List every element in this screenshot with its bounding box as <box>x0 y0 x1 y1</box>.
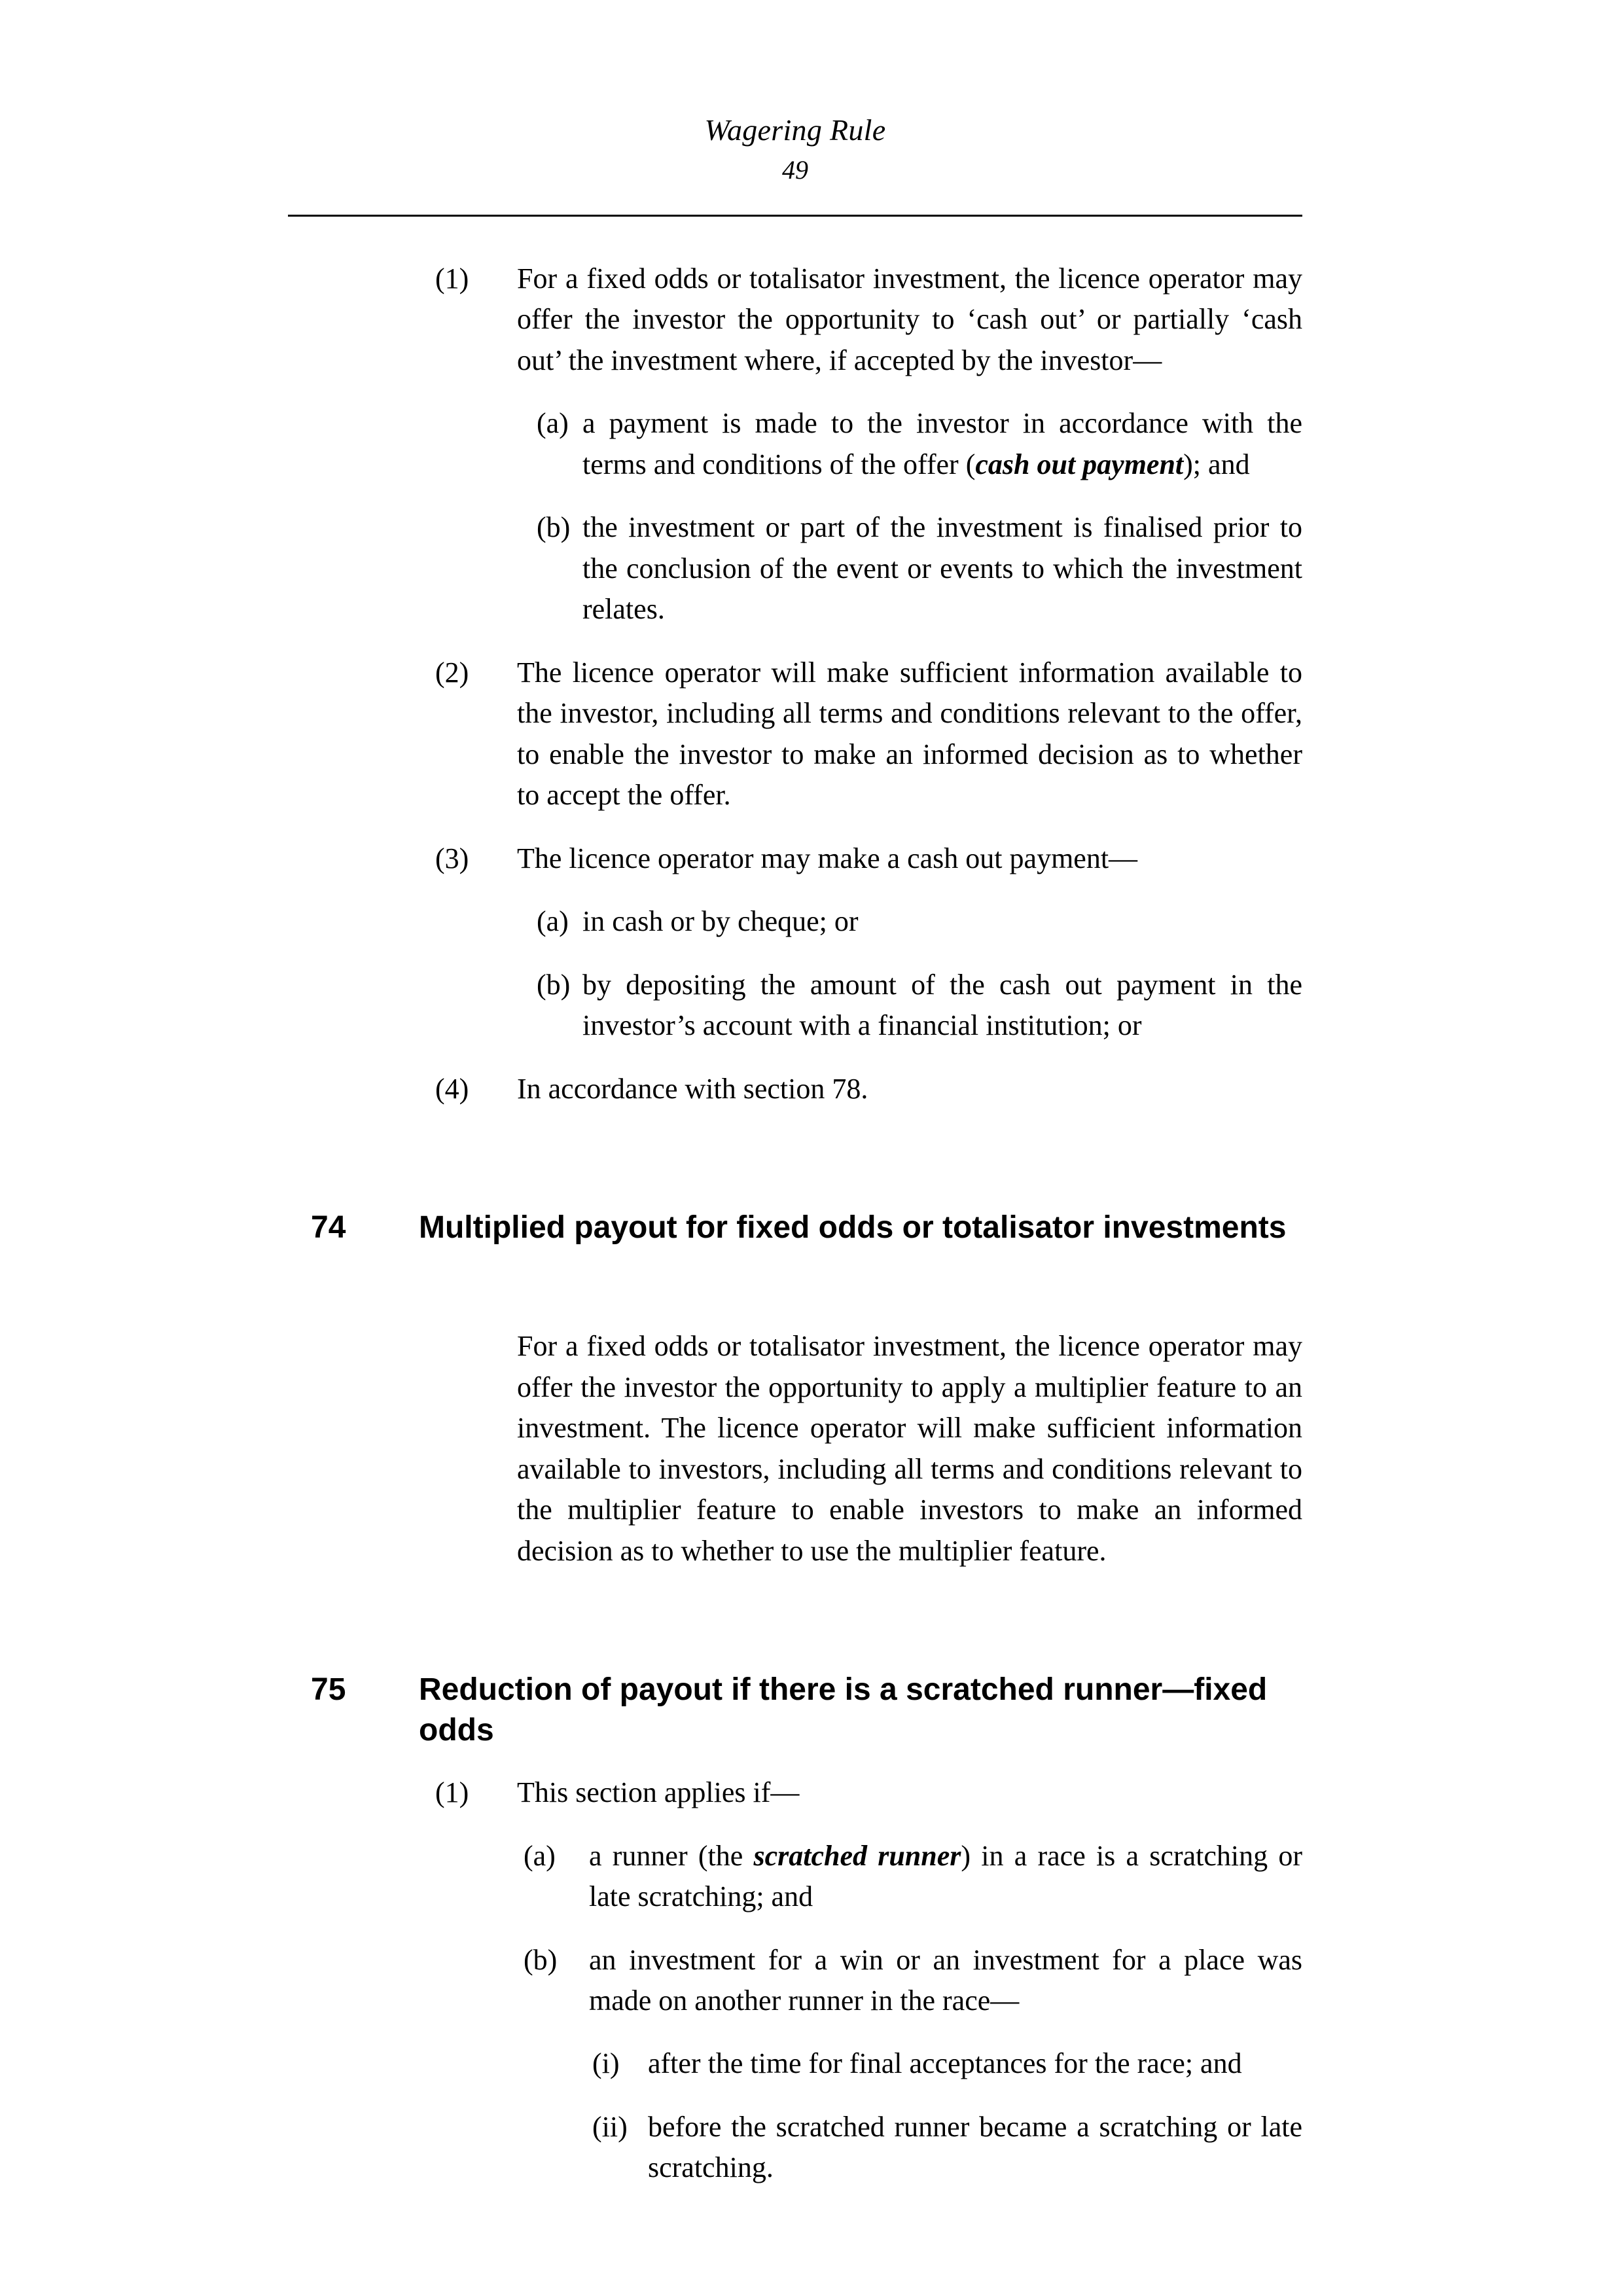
subsection-text: For a fixed odds or totalisator investment, the licence operator may offer the investor the opportunity to ‘cash out’ or partially ‘cash out’ the investment where, if accepted by the investor— <box>517 262 1302 376</box>
defined-term: cash out payment <box>975 448 1184 480</box>
subparagraph-marker: (i) <box>592 2047 620 2080</box>
subparagraph-75-1b-i <box>592 2043 1302 2084</box>
subparagraph-marker: (ii) <box>592 2110 628 2143</box>
subparagraph-text: after the time for final acceptances for the race; and <box>648 2047 1242 2080</box>
subparagraph-75-1b-ii <box>592 2107 1302 2189</box>
subsection-text: In accordance with section 78. <box>517 1072 868 1105</box>
subsection-marker: (4) <box>435 1072 469 1105</box>
subsection-text: The licence operator will make sufficient information available to the investor, including all terms and conditions relevant to the offer, to enable the investor to make an informed decision as to whether to accept the offer. <box>517 656 1302 812</box>
header-divider <box>288 215 1302 217</box>
page-number: 49 <box>782 154 808 185</box>
section-number: 75 <box>311 1672 346 1708</box>
subsection-marker: (1) <box>435 262 469 295</box>
header-title: Wagering Rule <box>704 113 886 147</box>
paragraph-marker: (b) <box>537 968 571 1001</box>
paragraph-marker: (b) <box>537 511 571 544</box>
section-74-paragraph: For a fixed odds or totalisator investment, the licence operator may offer the investor the opportunity to apply a multiplier feature to an investment. The licence operator will make sufficient information available to investors, including all terms and conditions relevant to the multiplier feature to enable investors to make an informed decision as to whether to use the multiplier feature. <box>517 1330 1302 1567</box>
subsection-1 <box>435 259 1302 381</box>
paragraph-text: the investment or part of the investment is finalised prior to the conclusion of the event or events to which the investment relates. <box>582 511 1302 626</box>
paragraph-75-1b <box>524 1940 1302 2022</box>
subsection-marker: (3) <box>435 842 469 874</box>
paragraph-1b <box>537 507 1302 630</box>
paragraph-text: an investment for a win or an investment for a place was made on another runner in the race— <box>589 1943 1302 2017</box>
section-74-body <box>517 1326 1302 1571</box>
paragraph-text: by depositing the amount of the cash out payment in the investor’s account with a financial institution; or <box>582 968 1302 1042</box>
paragraph-text <box>589 1836 1302 1918</box>
paragraph-text-after: ) in a race is a scratching or late scratching; and <box>589 1839 1302 1913</box>
paragraph-marker: (a) <box>524 1839 556 1872</box>
section-number: 74 <box>311 1210 346 1245</box>
subsection-marker: (2) <box>435 656 469 689</box>
paragraph-1a <box>537 403 1302 485</box>
paragraph-marker: (a) <box>537 407 569 440</box>
paragraph-3a <box>537 901 1302 942</box>
subsection-75-1 <box>435 1772 1302 1813</box>
subsection-text: This section applies if— <box>517 1776 800 1809</box>
paragraph-text-before: a payment is made to the investor in accordance with the terms and conditions of the offer ( <box>582 407 1302 480</box>
paragraph-text <box>582 403 1302 485</box>
subsection-4 <box>435 1069 1302 1109</box>
section-title: Multiplied payout for fixed odds or totalisator investments <box>419 1210 1287 1245</box>
paragraph-marker: (b) <box>524 1943 558 1976</box>
paragraph-text-before: a runner (the <box>589 1839 754 1872</box>
paragraph-text: in cash or by cheque; or <box>582 905 859 938</box>
paragraph-3b <box>537 965 1302 1047</box>
section-title: Reduction of payout if there is a scratched runner—fixed odds <box>419 1672 1268 1748</box>
subparagraph-text: before the scratched runner became a scratching or late scratching. <box>648 2110 1302 2184</box>
defined-term: scratched runner <box>753 1839 961 1872</box>
paragraph-marker: (a) <box>537 905 569 938</box>
subsection-text: The licence operator may make a cash out payment— <box>517 842 1138 874</box>
page-header <box>288 111 1302 187</box>
paragraph-text-after: ); and <box>1183 448 1250 480</box>
document-body <box>0 259 1623 2189</box>
section-heading-75 <box>311 1670 1348 1750</box>
subsection-marker: (1) <box>435 1776 469 1809</box>
subsection-2 <box>435 653 1302 816</box>
paragraph-75-1a <box>524 1836 1302 1918</box>
section-heading-74 <box>311 1208 1348 1247</box>
subsection-3 <box>435 838 1302 879</box>
